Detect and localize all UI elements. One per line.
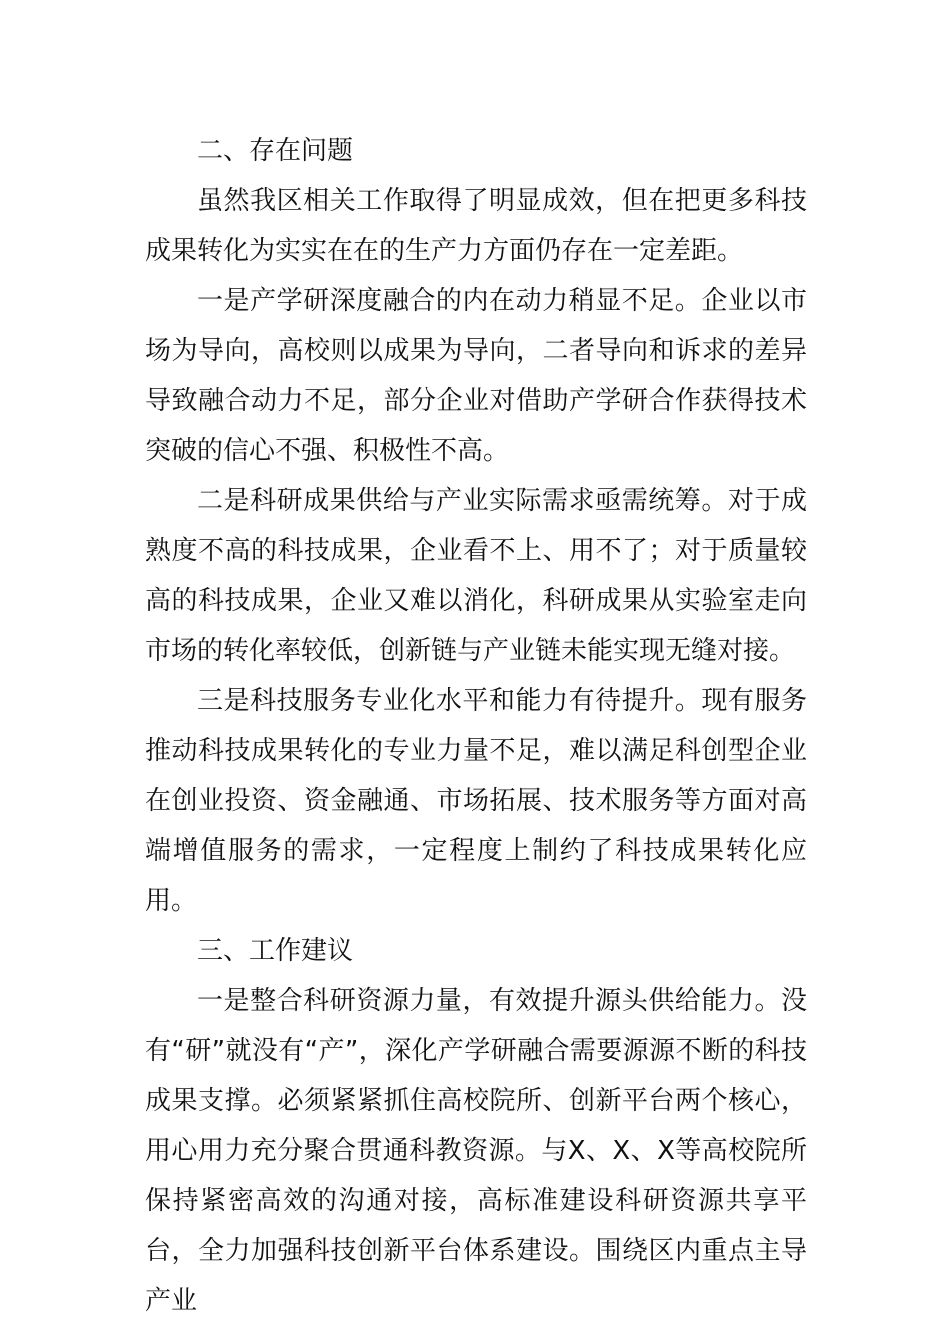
paragraph-problem-3: 三是科技服务专业化水平和能力有待提升。现有服务推动科技成果转化的专业力量不足，难以满足科创型企业在创业投资、资金融通、市场拓展、技术服务等方面对高端增值服务的需求，一定程度上制约了科技成果转化应用。 [145,686,807,916]
section-heading-suggestions: 三、工作建议 [197,936,354,966]
paragraph-problem-2: 二是科研成果供给与产业实际需求亟需统筹。对于成熟度不高的科技成果，企业看不上、用不了；对于质量较高的科技成果，企业又难以消化，科研成果从实验室走向市场的转化率较低，创新链与产业链未能实现无缝对接。 [145,486,807,666]
paragraph-problem-1: 一是产学研深度融合的内在动力稍显不足。企业以市场为导向，高校则以成果为导向，二者导向和诉求的差异导致融合动力不足，部分企业对借助产学研合作获得技术突破的信心不强、积极性不高。 [145,286,807,466]
document-body [145,126,807,1326]
paragraph-suggestion-1: 一是整合科研资源力量，有效提升源头供给能力。没有“研”就没有“产”，深化产学研融合需要源源不断的科技成果支撑。必须紧紧抓住高校院所、创新平台两个核心，用心用力充分聚合贯通科教资源。与X、X、X等高校院所保持紧密高效的沟通对接，高标准建设科研资源共享平台，全力加强科技创新平台体系建设。围绕区内重点主导产业 [145,986,807,1316]
paragraph-intro: 虽然我区相关工作取得了明显成效，但在把更多科技成果转化为实实在在的生产力方面仍存在一定差距。 [145,186,807,266]
section-heading-problems: 二、存在问题 [197,136,354,166]
